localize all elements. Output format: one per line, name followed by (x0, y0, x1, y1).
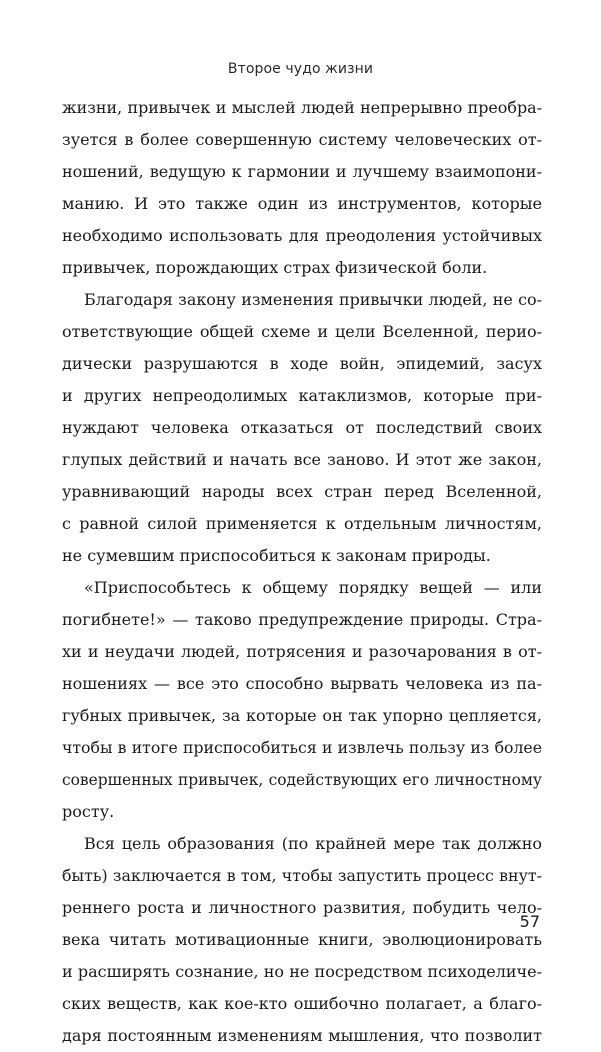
page-number: 57 (519, 912, 540, 931)
text-line: ношениях — все это способно вырвать человека из па- (62, 674, 542, 693)
text-line: совершенных привычек, содействующих его личностному (62, 771, 542, 789)
text-line: ских веществ, как кое-кто ошибочно полагает, а благо- (62, 994, 542, 1013)
text-line: века читать мотивационные книги, эволюционировать (62, 930, 542, 949)
text-line: уравнивающий народы всех стран перед Вселенной, (62, 482, 542, 501)
running-head: Второе чудо жизни (227, 61, 374, 77)
text-line: зуется в более совершенную систему человеческих от- (62, 130, 542, 149)
text-line: Благодаря закону изменения привычки людей, не со- (84, 290, 542, 309)
text-line: жизни, привычек и мыслей людей непрерывно преобра- (62, 98, 542, 117)
text-line: «Приспособьтесь к общему порядку вещей — или (84, 578, 542, 597)
text-line: быть) заключается в том, чтобы запустить процесс внут- (62, 866, 542, 885)
text-line: ношений, ведущую к гармонии и лучшему взаимопони- (62, 162, 542, 181)
text-line: росту. (62, 802, 115, 821)
text-line: нуждают человека отказаться от последствий своих (62, 418, 542, 437)
text-line: и других непреодолимых катаклизмов, которые при- (62, 386, 542, 405)
text-line: не сумевшим приспособиться к законам природы. (62, 546, 491, 565)
text-line: глупых действий и начать все заново. И этот же закон, (62, 450, 542, 469)
text-line: хи и неудачи людей, потрясения и разочарования в от- (62, 642, 542, 661)
text-line: Вся цель образования (по крайней мере так должно (84, 834, 542, 853)
text-line: дически разрушаются в ходе войн, эпидемий, засух (62, 354, 542, 373)
text-line: привычек, порождающих страх физической боли. (62, 258, 488, 277)
text-line: манию. И это также один из инструментов, которые (62, 194, 542, 213)
text-line: с равной силой применяется к отдельным личностям, (62, 514, 542, 533)
text-line: губных привычек, за которые он так упорно цепляется, (62, 706, 542, 725)
text-line: реннего роста и личностного развития, побудить чело- (62, 898, 542, 917)
text-line: необходимо использовать для преодоления устойчивых (62, 226, 542, 245)
text-line: даря постоянным изменениям мышления, что позволит (62, 1026, 542, 1045)
text-line: ответствующие общей схеме и цели Вселенной, перио- (62, 322, 542, 341)
text-line: и расширять сознание, но не посредством психоделиче- (62, 962, 542, 981)
text-line: погибнете!» — таково предупреждение природы. Стра- (62, 610, 542, 629)
text-line: чтобы в итоге приспособиться и извлечь пользу из более (62, 738, 542, 757)
body-text (62, 92, 542, 1052)
